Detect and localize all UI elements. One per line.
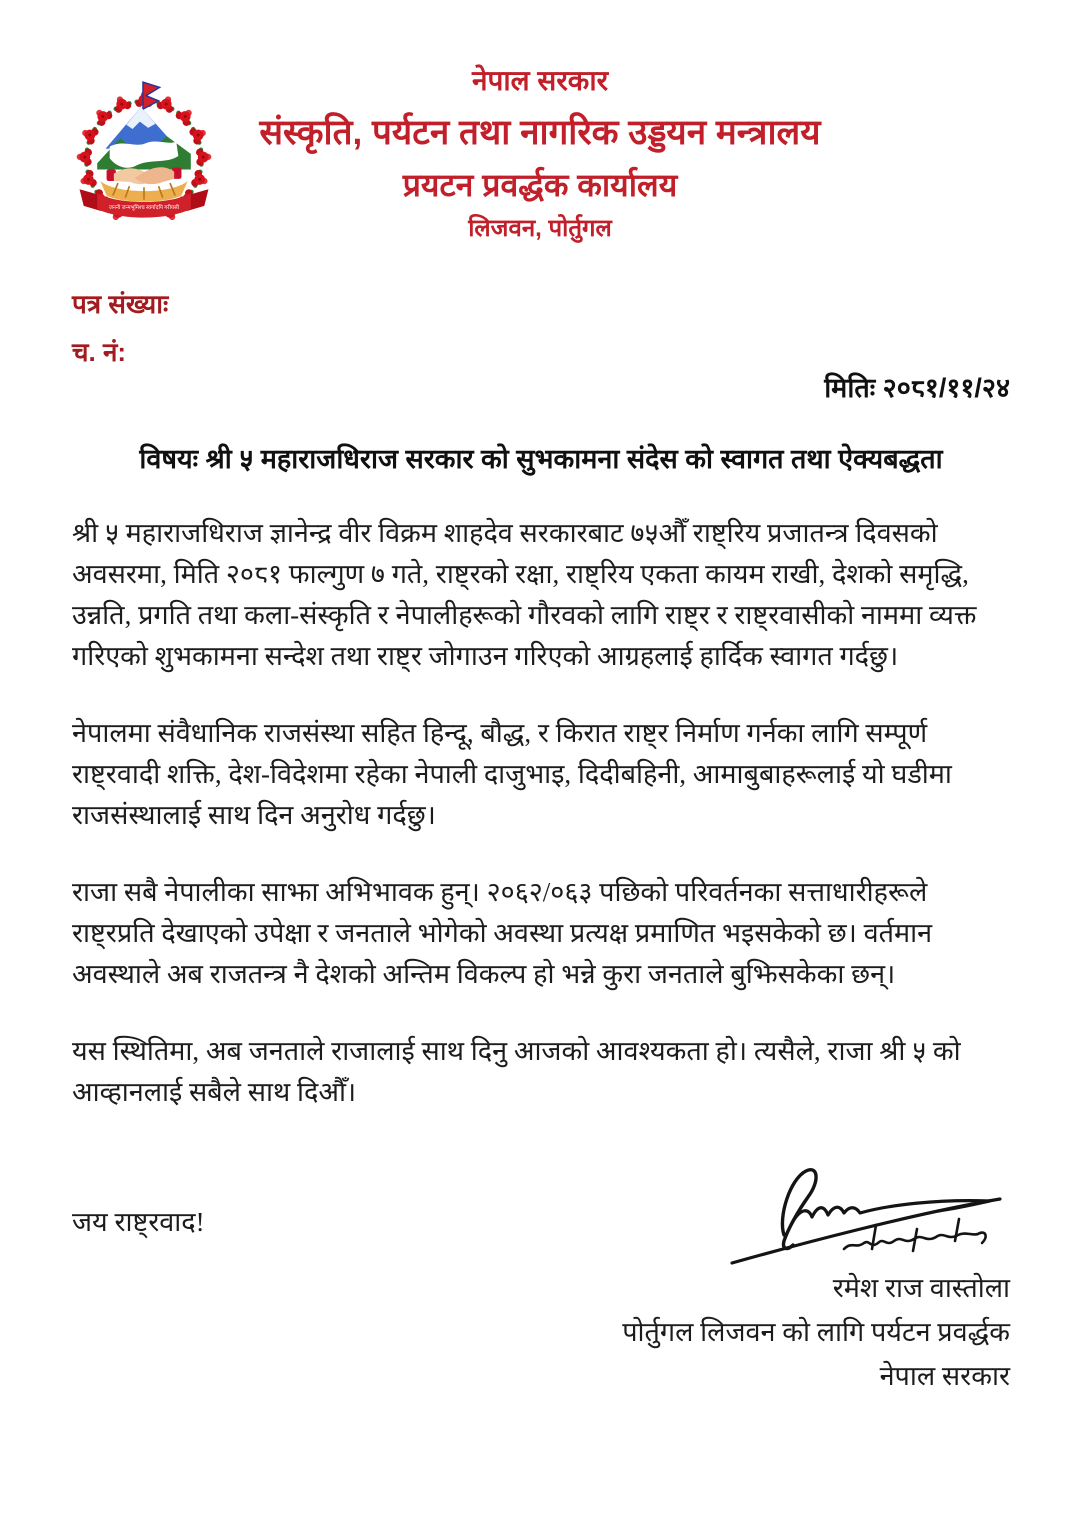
letter-meta — [72, 288, 1010, 405]
letter-date: मितिः २०८१/११/२४ — [824, 373, 1010, 403]
handwritten-signature — [726, 1159, 1006, 1269]
signature-block — [622, 1159, 1010, 1393]
closing-slogan: जय राष्ट्रवाद! — [72, 1207, 205, 1237]
office-location: लिजवन, पोर्तुगल — [468, 215, 612, 242]
nepal-government-emblem — [66, 78, 222, 234]
body-paragraph-2: नेपालमा संवैधानिक राजसंस्था सहित हिन्दू, बौद्ध, र किरात राष्ट्र निर्माण गर्नका लागि सम्पूर्ण राष्ट्रवादी शक्ति, देश-विदेशमा रहेका नेपाली दाजुभाइ, दिदीबहिनी, आमाबुबाहरूलाई यो घडीमा राजसंस्थालाई साथ दिन अनुरोध गर्दछु। — [72, 718, 952, 830]
office-name: प्रयटन प्रवर्द्धक कार्यालय — [402, 167, 678, 203]
body-paragraph-4: यस स्थितिमा, अब जनताले राजालाई साथ दिनु आजको आवश्यकता हो। त्यसैले, राजा श्री ५ को आव्हानलाई सबैले साथ दिऔँ। — [72, 1036, 961, 1107]
emblem-motto-text: जननी जन्मभूमिश्च स्वर्गादपि गरीयसी — [108, 205, 180, 212]
closing-section — [72, 1159, 1010, 1393]
body-paragraph-3: राजा सबै नेपालीका साझा अभिभावक हुन्। २०६२/०६३ पछिको परिवर्तनका सत्ताधारीहरूले राष्ट्रप्रति देखाएको उपेक्षा र जनताले भोगेको अवस्था प्रत्यक्ष प्रमाणित भइसकेको छ। वर्तमान अवस्थाले अब राजतन्त्र नै देशको अन्तिम विकल्प हो भन्ने कुरा जनताले बुझिसकेका छन्। — [72, 877, 933, 989]
handshake — [107, 167, 182, 184]
signatory-organization: नेपाल सरकार — [879, 1361, 1010, 1391]
dispatch-number-label: च. नं: — [72, 337, 127, 367]
body-paragraph-1: श्री ५ महाराजधिराज ज्ञानेन्द्र वीर विक्रम शाहदेव सरकारबाट ७५औँ राष्ट्रिय प्रजातन्त्र दिवसको अवसरमा, मिति २०८१ फाल्गुण ७ गते, राष्ट्रको रक्षा, राष्ट्रिय एकता कायम राखी, देशको समृद्धि, उन्नति, प्रगति तथा कला-संस्कृति र नेपालीहरूको गौरवको लागि राष्ट्र र राष्ट्रवासीको नाममा व्यक्त गरिएको शुभकामना सन्देश तथा राष्ट्र जोगाउन गरिएको आग्रहलाई हार्दिक स्वागत गर्दछु। — [72, 518, 977, 671]
government-name: नेपाल सरकार — [471, 65, 609, 96]
signatory-title: पोर्तुगल लिजवन को लागि पर्यटन प्रवर्द्धक — [622, 1317, 1010, 1347]
subject-line: विषयः श्री ५ महाराजधिराज सरकार को सुभकामना संदेस को स्वागत तथा ऐक्यबद्धता — [139, 444, 943, 474]
letter-number-label: पत्र संख्याः — [72, 289, 169, 319]
signatory-name: रमेश राज वास्तोला — [832, 1273, 1010, 1303]
ministry-name: संस्कृति, पर्यटन तथा नागरिक उड्डयन मन्त्रालय — [259, 113, 821, 152]
